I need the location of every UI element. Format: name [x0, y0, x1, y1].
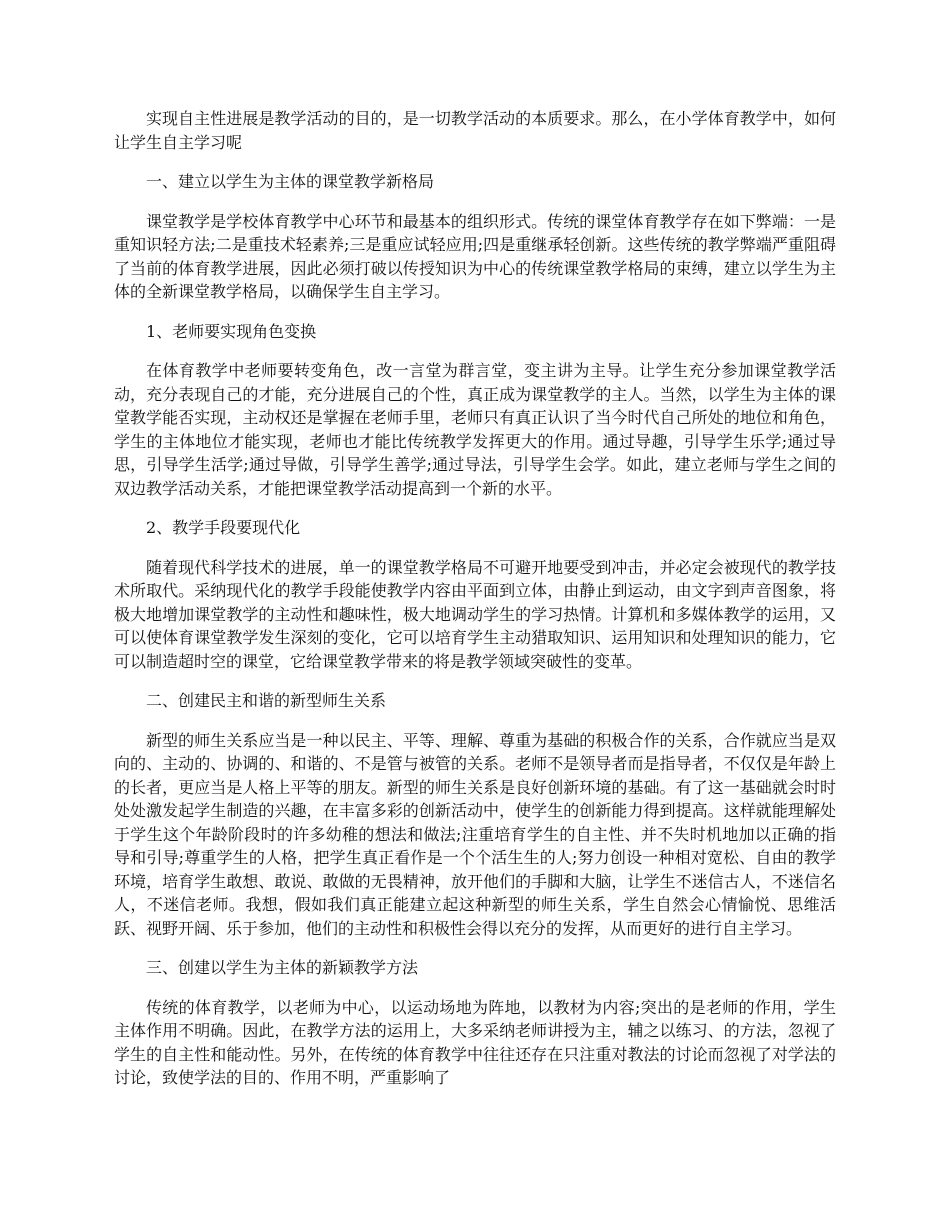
section-heading-1: 一、建立以学生为主体的课堂教学新格局	[146, 172, 435, 191]
section-2-paragraph: 新型的师生关系应当是一种以民主、平等、理解、尊重为基础的积极合作的关系，合作就应当是双向的、主动的、协调的、和谐的、不是管与被管的关系。老师不是领导者而是指导者，不仅仅是年龄上的长者，更应当是人格上平等的朋友。新型的师生关系是良好创新环境的基础。有了这一基础就会时时处处激发起学生制造的兴趣，在丰富多彩的创新活动中，使学生的创新能力得到提高。这样就能理解处于学生这个年龄阶段时的许多幼稚的想法和做法;注重培育学生的自主性、并不失时机地加以正确的指导和引导;尊重学生的人格，把学生真正看作是一个个活生生的人;努力创设一种相对宽松、自由的教学环境，培育学生敢想、敢说、敢做的无畏精神，放开他们的手脚和大脑，让学生不迷信古人，不迷信名人，不迷信老师。我想，假如我们真正能建立起这种新型的师生关系，学生自然会心情愉悦、思维活跃、视野开阔、乐于参加，他们的主动性和积极性会得以充分的发挥，从而更好的进行自主学习。	[114, 730, 836, 938]
subsection-1-1-paragraph: 在体育教学中老师要转变角色，改一言堂为群言堂，变主讲为主导。让学生充分参加课堂教学活动，充分表现自己的才能，充分进展自己的个性，真正成为课堂教学的主人。当然，以学生为主体的课堂教学能否实现，主动权还是掌握在老师手里，老师只有真正认识了当今时代自己所处的地位和角色，学生的主体地位才能实现，老师也才能比传统教学发挥更大的作用。通过导趣，引导学生乐学;通过导思，引导学生活学;通过导做，引导学生善学;通过导法，引导学生会学。如此，建立老师与学生之间的双边教学活动关系，才能把课堂教学活动提高到一个新的水平。	[114, 361, 836, 498]
section-3-paragraph: 传统的体育教学，以老师为中心，以运动场地为阵地，以教材为内容;突出的是老师的作用，学生主体作用不明确。因此，在教学方法的运用上，大多采纳老师讲授为主，辅之以练习、的方法，忽视了学生的自主性和能动性。另外，在传统的体育教学中往往还存在只注重对教法的讨论而忽视了对学法的讨论，致使学法的目的、作用不明，严重影响了	[114, 997, 836, 1087]
section-1-paragraph: 课堂教学是学校体育教学中心环节和最基本的组织形式。传统的课堂体育教学存在如下弊端：一是重知识轻方法;二是重技术轻素养;三是重应试轻应用;四是重继承轻创新。这些传统的教学弊端严重阻碍了当前的体育教学进展，因此必须打破以传授知识为中心的传统课堂教学格局的束缚，建立以学生为主体的全新课堂教学格局，以确保学生自主学习。	[114, 211, 836, 301]
intro-paragraph: 实现自主性进展是教学活动的目的，是一切教学活动的本质要求。那么，在小学体育教学中，如何让学生自主学习呢	[114, 109, 836, 152]
subsection-1-2-paragraph: 随着现代科学技术的进展，单一的课堂教学格局不可避开地要受到冲击，并必定会被现代的教学技术所取代。采纳现代化的教学手段能使教学内容由平面到立体，由静止到运动，由文字到声音图象，将极大地增加课堂教学的主动性和趣味性，极大地调动学生的学习热情。计算机和多媒体教学的运用，又可以使体育课堂教学发生深刻的变化，它可以培育学生主动猎取知识、运用知识和处理知识的能力，它可以制造超时空的课堂，它给课堂教学带来的将是教学领域突破性的变革。	[114, 557, 836, 671]
document-page	[114, 107, 836, 1106]
subheading-1-1: 1、老师要实现角色变换	[146, 321, 317, 341]
section-heading-3: 三、创建以学生为主体的新颖教学方法	[146, 958, 419, 977]
subheading-1-2: 2、教学手段要现代化	[146, 518, 301, 537]
section-heading-2: 二、创建民主和谐的新型师生关系	[146, 691, 387, 710]
